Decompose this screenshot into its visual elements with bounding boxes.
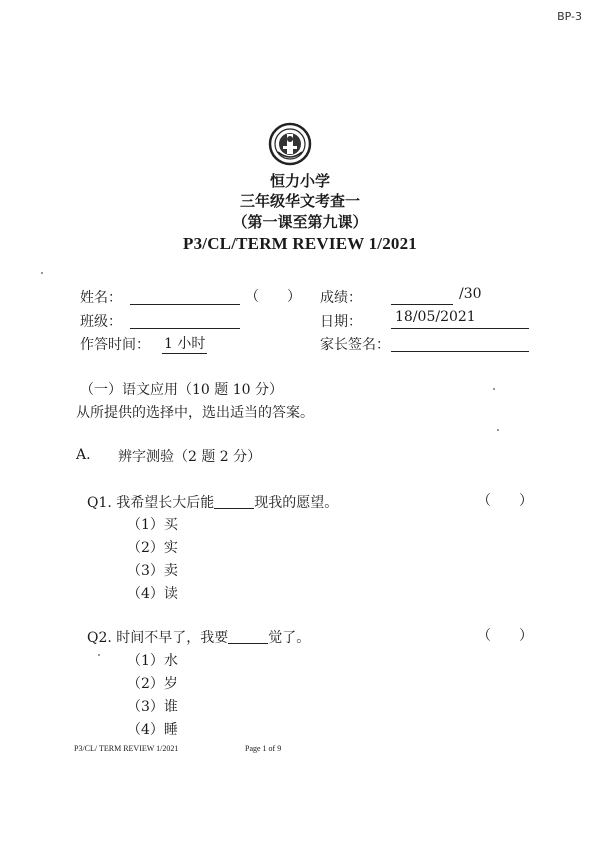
question-1-text-after: 现我的愿望。 <box>254 495 339 511</box>
footer-paper-code: P3/CL/ TERM REVIEW 1/2021 <box>74 744 179 753</box>
name-field[interactable] <box>130 290 240 305</box>
question-1-option-4: （4）读 <box>127 586 178 602</box>
time-value: 1 小时 <box>162 333 207 354</box>
question-1-option-2: （2）实 <box>127 540 178 556</box>
question-1-blank <box>214 496 254 509</box>
name-label: 姓名： <box>80 290 122 306</box>
question-1-text-before: 我希望长大后能 <box>116 495 215 511</box>
question-1-option-3: （3）卖 <box>127 563 178 579</box>
class-field[interactable] <box>130 314 240 329</box>
time-label: 作答时间： <box>80 337 150 353</box>
question-1-number: Q1. <box>87 495 112 511</box>
question-2-option-2: （2）岁 <box>127 676 178 692</box>
scan-speck <box>497 429 499 431</box>
part-a-title: 辨字测验（2 题 2 分） <box>118 449 262 465</box>
question-2-line <box>87 627 310 647</box>
question-2-text-before: 时间不早了，我要 <box>116 630 229 646</box>
question-1-answer-box[interactable]: （ ） <box>477 493 533 509</box>
date-underline <box>391 314 529 329</box>
parent-sign-field[interactable] <box>391 337 529 352</box>
scan-speck <box>98 654 100 656</box>
exam-scope: （第一课至第九课） <box>232 213 368 231</box>
question-1-option-1: （1）买 <box>127 517 178 533</box>
question-1-line <box>87 492 338 512</box>
section-title: （一）语文应用（10 题 10 分） <box>80 382 283 398</box>
school-crest-logo <box>268 122 312 166</box>
question-2-answer-box[interactable]: （ ） <box>477 628 533 644</box>
date-label: 日期： <box>320 314 362 330</box>
register-number-field[interactable]: （ ） <box>245 289 301 305</box>
section-instruction: 从所提供的选择中，选出适当的答案。 <box>76 405 314 421</box>
score-label: 成绩： <box>320 290 362 306</box>
question-2-number: Q2. <box>87 630 112 646</box>
exam-title: 三年级华文考查一 <box>239 192 360 210</box>
parent-sign-label: 家长签名： <box>320 337 390 353</box>
scan-speck <box>493 388 495 390</box>
question-2-blank <box>228 631 268 644</box>
school-name: 恒力小学 <box>269 172 330 190</box>
question-2-option-1: （1）水 <box>127 653 178 669</box>
question-2-text-after: 觉了。 <box>268 630 311 646</box>
part-a-letter: A. <box>76 447 91 463</box>
score-field[interactable] <box>391 290 453 305</box>
page-corner-code: BP-3 <box>557 10 582 23</box>
question-2-option-4: （4）睡 <box>127 722 178 738</box>
footer-page-number: Page 1 of 9 <box>245 744 282 753</box>
date-value: 18/05/2021 <box>395 309 476 325</box>
class-label: 班级： <box>80 314 122 330</box>
scan-speck <box>41 272 43 274</box>
paper-code: P3/CL/TERM REVIEW 1/2021 <box>182 234 417 253</box>
question-2-option-3: （3）谁 <box>127 699 178 715</box>
score-total: /30 <box>459 286 482 302</box>
